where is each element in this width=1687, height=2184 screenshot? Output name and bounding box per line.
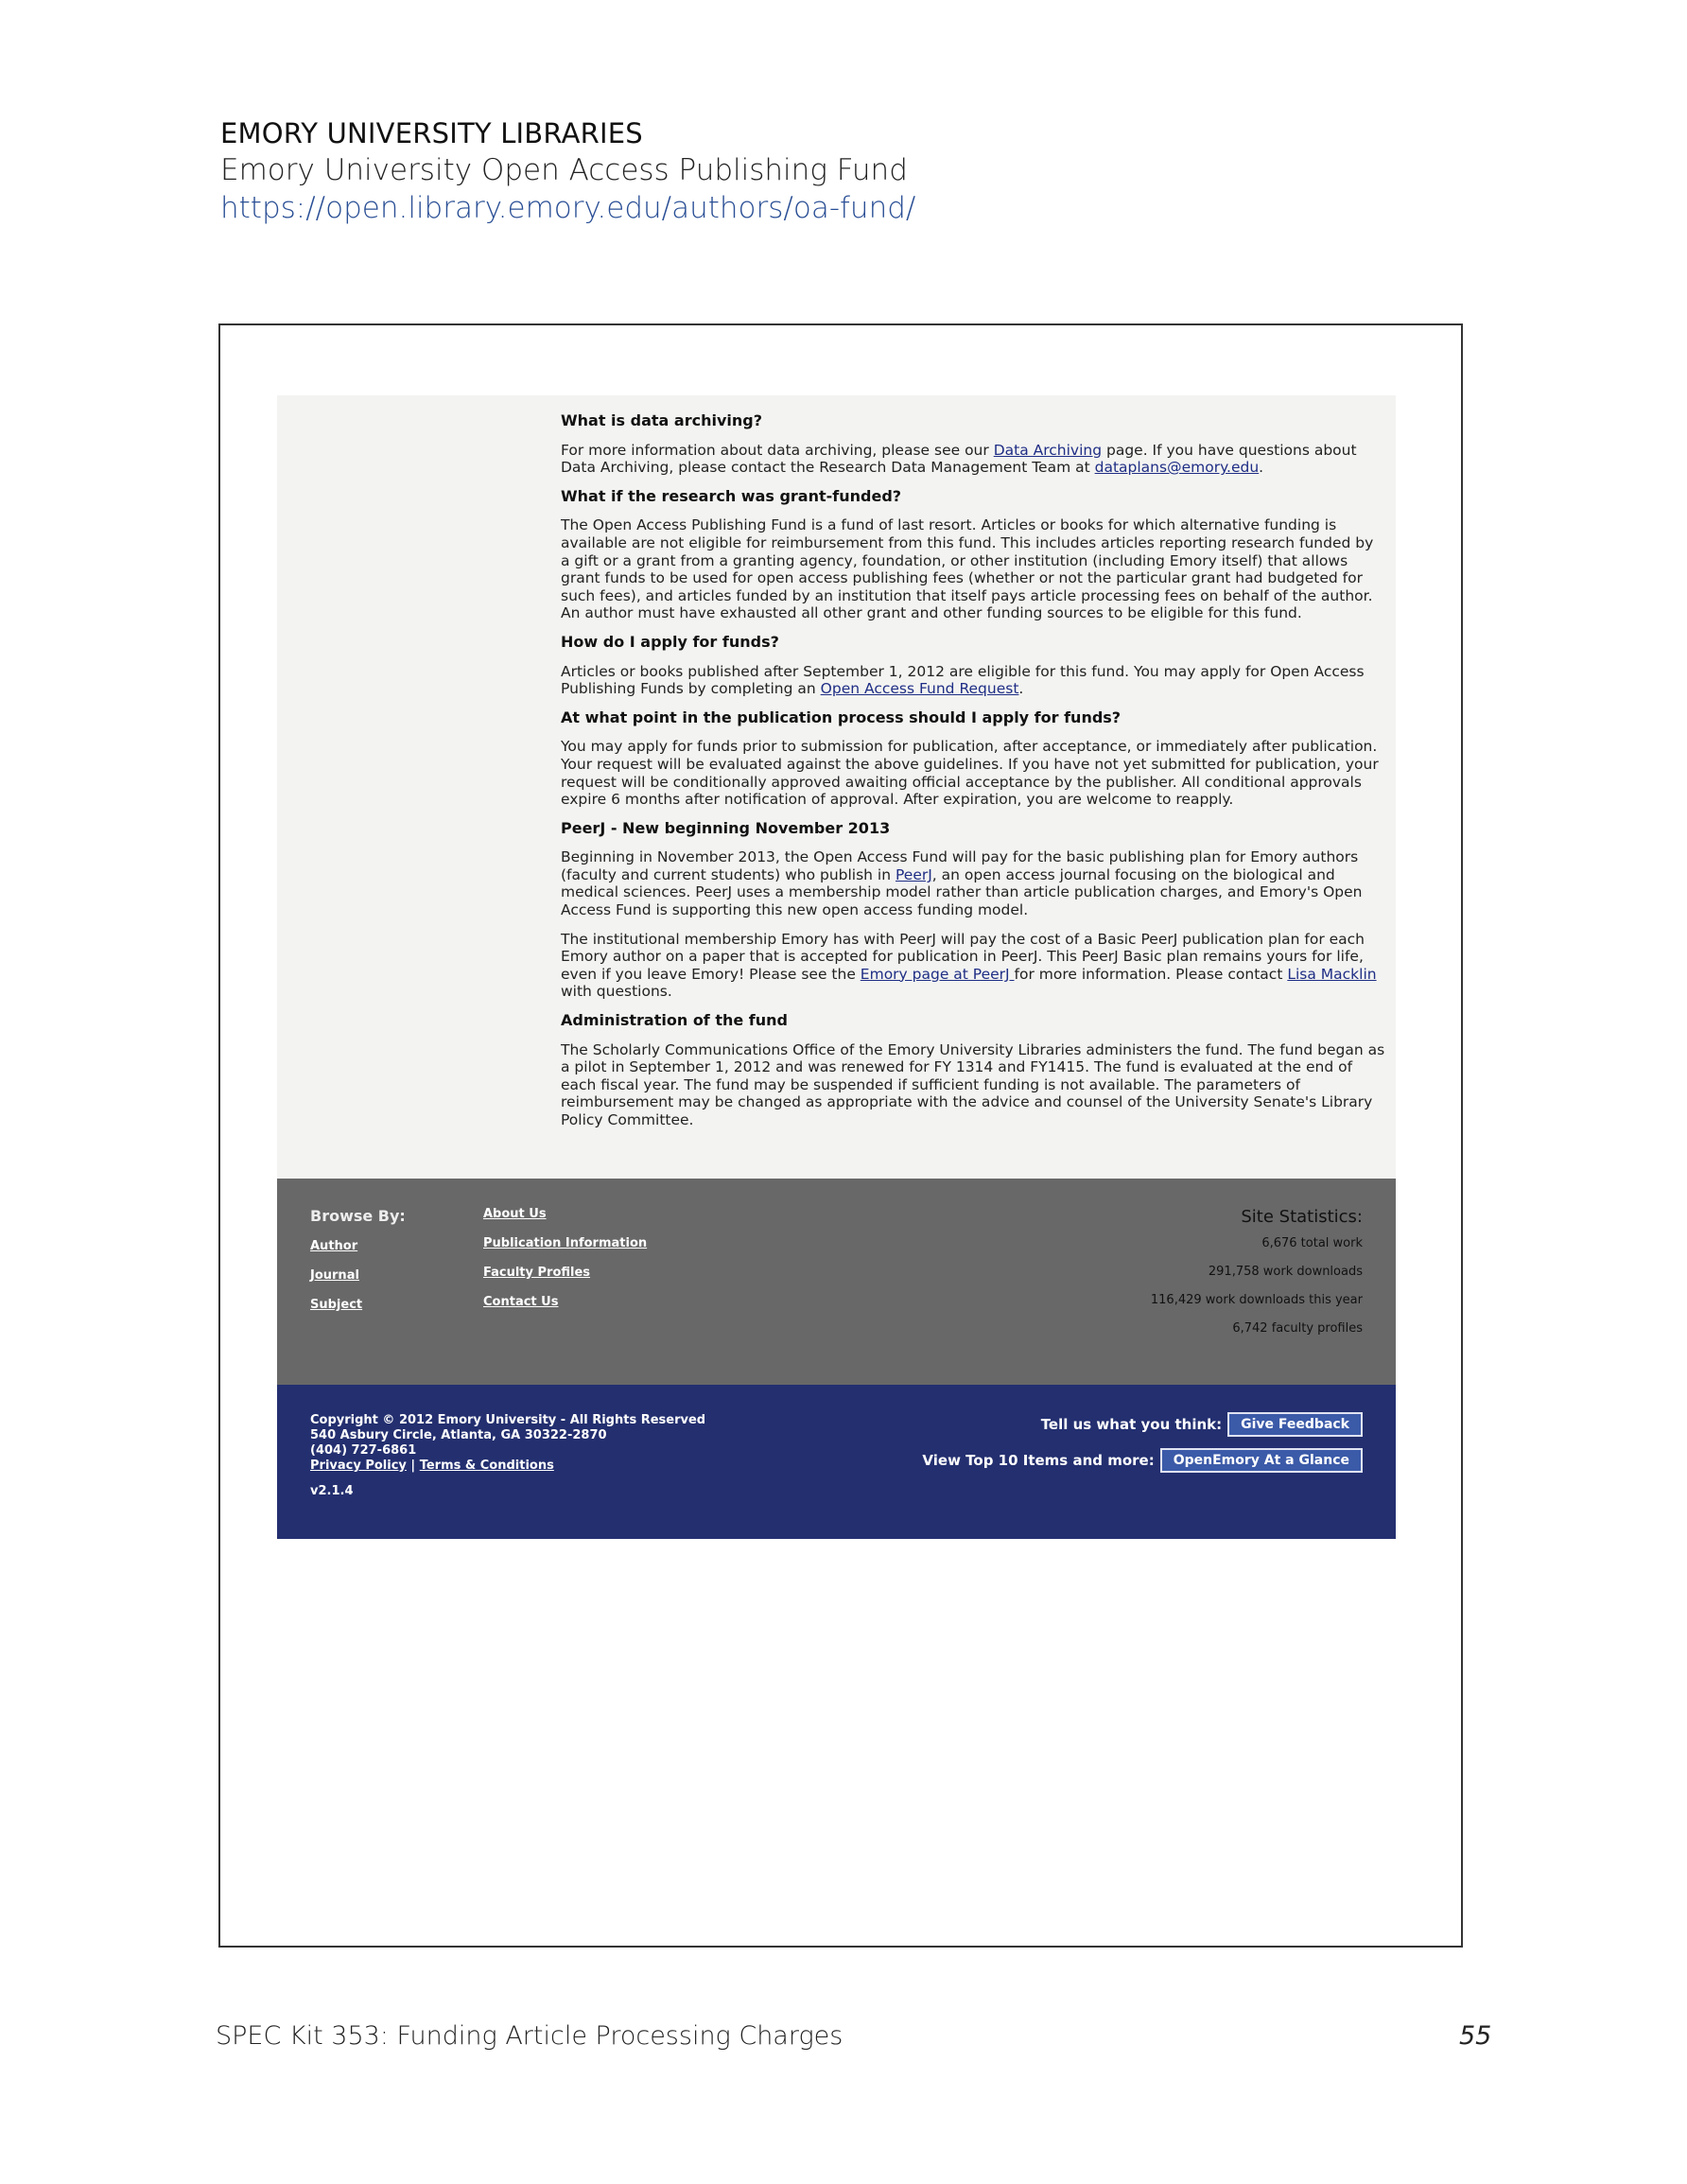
site-footer-copyright: [277, 1385, 1396, 1539]
faq-paragraph: Articles or books published after September 1, 2012 are eligible for this fund. You may apply for Open Access Publishing Funds by completing an Open Access Fund Request.: [561, 662, 1365, 698]
data-archiving-link[interactable]: Data Archiving: [993, 441, 1103, 459]
feedback-row: [1041, 1412, 1363, 1437]
page-header: [220, 115, 915, 227]
source-url[interactable]: https://open.library.emory.edu/authors/oa-fund/: [220, 191, 916, 225]
faq-paragraph: For more information about data archiving, please see our Data Archiving page. If you have questions about Data Archiving, please contact the Research Data Management Team at dataplans@emory.edu.: [561, 441, 1357, 477]
top10-label: View Top 10 Items and more:: [922, 1451, 1155, 1469]
faq-heading-administration: Administration of the fund: [561, 1011, 788, 1030]
faq-heading-grant-funded: What if the research was grant-funded?: [561, 486, 902, 505]
dataplans-email-link[interactable]: dataplans@emory.edu: [1094, 459, 1260, 477]
faq-heading-peerj: PeerJ - New beginning November 2013: [561, 818, 891, 837]
stat-faculty-profiles: 6,742 faculty profiles: [1232, 1320, 1363, 1336]
phone-text: (404) 727-6861: [310, 1442, 417, 1458]
browse-links: [310, 1239, 362, 1327]
info-links: [483, 1207, 647, 1324]
stat-downloads-this-year: 116,429 work downloads this year: [1150, 1292, 1363, 1307]
feedback-label: Tell us what you think:: [1040, 1415, 1223, 1433]
site-statistics-title: Site Statistics:: [1241, 1206, 1363, 1227]
faq-paragraph: The Open Access Publishing Fund is a fund of last resort. Articles or books for which alternative funding is available are not eligible for reimbursement from this fund. This includes articles reporting research funded by a gift or a grant from a granting agency, foundation, or other institution (including Emory itself) that allows grant funds to be used for open access publishing fees (whether or not the particular grant had budgeted for such fees), and articles funded by an institution that itself pays article processing fees on behalf of the author. An author must have exhausted all other grant and other funding sources to be eligible for this fund.: [561, 516, 1374, 622]
browse-journal-link[interactable]: Journal: [310, 1267, 359, 1283]
browse-by-label: Browse By:: [310, 1206, 406, 1225]
page-number: 55: [1459, 2021, 1492, 2051]
fund-request-link[interactable]: Open Access Fund Request: [820, 680, 1019, 698]
faq-paragraph: The institutional membership Emory has with PeerJ will pay the cost of a Basic PeerJ publication plan for each Emory author on a paper that is accepted for publication in PeerJ. This PeerJ Basic plan remains yours for life, even if you leave Emory! Please see the Emory page at PeerJ for more information. Please contact Lisa Macklin with questions.: [561, 930, 1377, 1001]
publication-information-link[interactable]: Publication Information: [483, 1235, 648, 1250]
faq-heading-apply: How do I apply for funds?: [561, 632, 779, 651]
top10-row: [922, 1448, 1363, 1473]
site-statistics: [1151, 1207, 1363, 1350]
browse-author-link[interactable]: Author: [310, 1238, 358, 1253]
faq-heading-when-apply: At what point in the publication process should I apply for funds?: [561, 708, 1122, 726]
document-title: Emory University Open Access Publishing Fund: [220, 153, 908, 187]
faq-paragraph: Beginning in November 2013, the Open Access Fund will pay for the basic publishing plan for Emory authors (faculty and current students) who publish in PeerJ, an open access journal focusing on the biological and medical sciences. PeerJ uses a membership model rather than article publication charges, and Emory's Open Access Fund is supporting this new open access funding model.: [561, 848, 1363, 919]
institution-name: EMORY UNIVERSITY LIBRARIES: [220, 117, 643, 149]
copyright-block: [310, 1413, 705, 1474]
version-text: v2.1.4: [310, 1483, 354, 1498]
faq-heading-data-archiving: What is data archiving?: [561, 411, 762, 429]
faq-content: [277, 395, 1396, 1179]
page-footer-title: SPEC Kit 353: Funding Article Processing Charges: [216, 2021, 844, 2051]
lisa-macklin-link[interactable]: Lisa Macklin: [1287, 965, 1377, 983]
faq-paragraph: You may apply for funds prior to submission for publication, after acceptance, or immediately after publication. Your request will be evaluated against the above guidelines. If you have not yet submitted for publication, your request will be conditionally approved awaiting official acceptance by the publisher. All conditional approvals expire 6 months after notification of approval. After expiration, you are welcome to reapply.: [561, 738, 1379, 809]
give-feedback-button[interactable]: Give Feedback: [1227, 1412, 1363, 1437]
faq-paragraph: The Scholarly Communications Office of the Emory University Libraries administers the fund. The fund began as a pilot in September 1, 2012 and was renewed for FY 1314 and FY1415. The fund is evaluated at the end of each fiscal year. The fund may be suspended if sufficient funding is not available. The parameters of reimbursement may be changed as appropriate with the advice and counsel of the University Senate's Library Policy Committee.: [561, 1040, 1385, 1128]
contact-us-link[interactable]: Contact Us: [483, 1294, 559, 1309]
about-us-link[interactable]: About Us: [483, 1206, 547, 1221]
openemory-glance-button[interactable]: OpenEmory At a Glance: [1160, 1448, 1363, 1473]
address-text: 540 Asbury Circle, Atlanta, GA 30322-2870: [310, 1427, 607, 1442]
faculty-profiles-link[interactable]: Faculty Profiles: [483, 1265, 591, 1280]
browse-subject-link[interactable]: Subject: [310, 1297, 363, 1312]
website-screenshot: [277, 395, 1396, 1539]
privacy-policy-link[interactable]: Privacy Policy: [310, 1458, 407, 1473]
site-footer-browse: [277, 1179, 1396, 1385]
copyright-text: Copyright © 2012 Emory University - All Rights Reserved: [310, 1412, 706, 1427]
stat-work-downloads: 291,758 work downloads: [1208, 1264, 1363, 1279]
emory-peerj-page-link[interactable]: Emory page at PeerJ: [860, 965, 1015, 983]
terms-conditions-link[interactable]: Terms & Conditions: [419, 1458, 554, 1473]
stat-total-work: 6,676 total work: [1261, 1235, 1363, 1250]
legal-links: Privacy Policy | Terms & Conditions: [310, 1458, 554, 1473]
peerj-link[interactable]: PeerJ: [895, 865, 932, 883]
